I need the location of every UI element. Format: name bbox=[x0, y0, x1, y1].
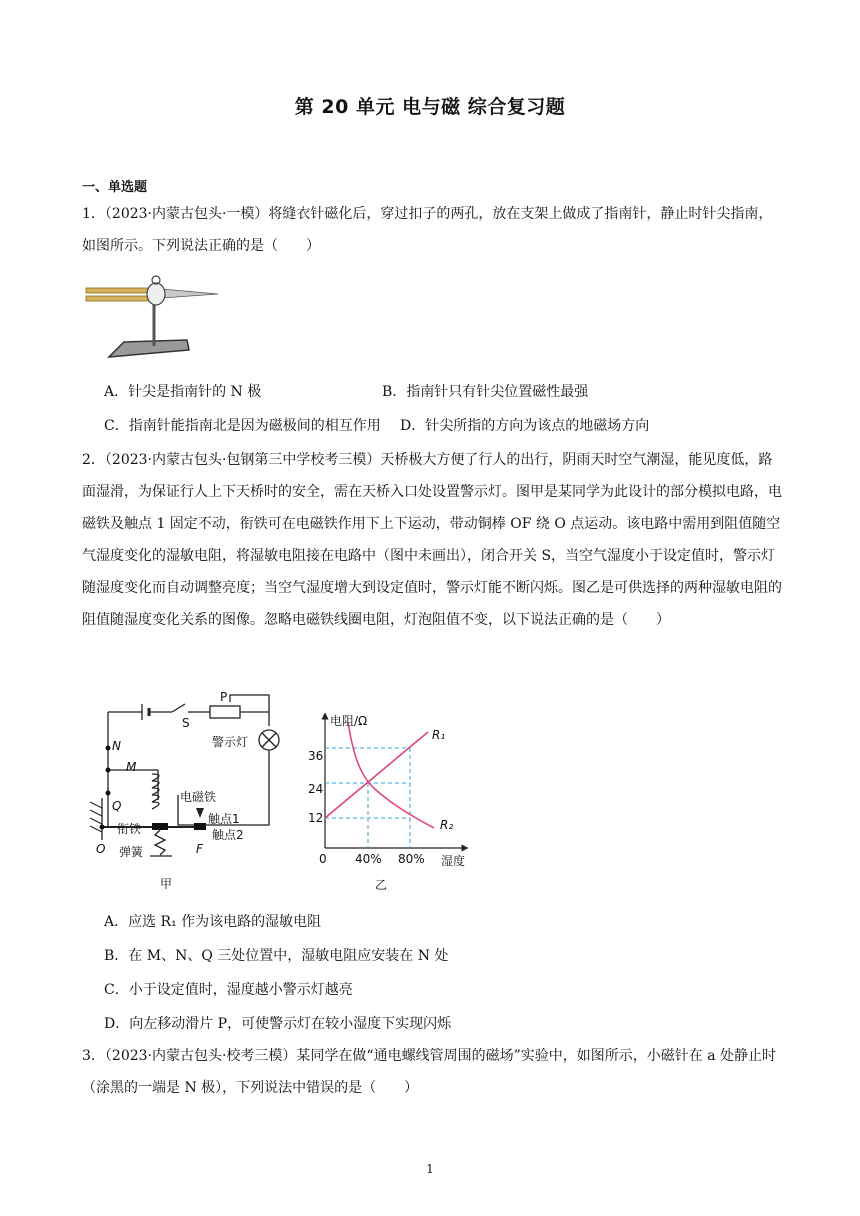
q2-option-b: B．在 M、N、Q 三处位置中，湿敏电阻应安装在 N 处 bbox=[104, 948, 449, 964]
q1-option-d: D．针尖所指的方向为该点的地磁场方向 bbox=[400, 418, 650, 434]
q1-option-b: B．指南针只有针尖位置磁性最强 bbox=[382, 384, 589, 400]
question-1-text: 1．（2023·内蒙古包头·一模）将缝衣针磁化后，穿过扣子的两孔，放在支架上做成了指南针，静止时针尖指南，如图所示。下列说法正确的是（ ） bbox=[82, 206, 773, 254]
page-title: 第 20 单元 电与磁 综合复习题 bbox=[294, 96, 566, 118]
graph-r1-label: R₁ bbox=[432, 728, 446, 742]
label-n: N bbox=[112, 739, 121, 753]
question-3-text: 3．（2023·内蒙古包头·校考三模）某同学在做“通电螺线管周围的磁场”实验中，如图所示，小磁针在 a 处静止时（涂黑的一端是 N 极），下列说法中错误的是（ ） bbox=[82, 1048, 776, 1096]
q2-option-a: A．应选 R₁ 作为该电路的湿敏电阻 bbox=[104, 914, 322, 930]
label-contact-1: 触点1 bbox=[208, 812, 240, 826]
graph-x-tick-80: 80% bbox=[398, 852, 425, 866]
r1-line bbox=[325, 732, 428, 818]
label-q: Q bbox=[112, 799, 122, 813]
label-warning-lamp: 警示灯 bbox=[212, 735, 249, 749]
q1-option-c: C．指南针能指南北是因为磁极间的相互作用 bbox=[104, 418, 381, 434]
graph-y-tick-12: 12 bbox=[308, 811, 324, 825]
graph-x-tick-40: 40% bbox=[355, 852, 382, 866]
q2-option-d: D．向左移动滑片 P，可使警示灯在较小湿度下实现闪烁 bbox=[104, 1016, 452, 1032]
circuit-caption: 甲 bbox=[160, 877, 173, 891]
resistance-humidity-graph bbox=[300, 710, 475, 860]
q2-option-c: C．小于设定值时，湿度越小警示灯越亮 bbox=[104, 982, 353, 998]
graph-y-label: 电阻/Ω bbox=[330, 714, 368, 728]
graph-caption: 乙 bbox=[375, 878, 388, 892]
label-contact-2: 触点2 bbox=[212, 828, 244, 842]
label-s: S bbox=[182, 716, 190, 730]
label-o: O bbox=[96, 842, 106, 856]
q1-option-a: A．针尖是指南针的 N 极 bbox=[104, 384, 262, 400]
label-f: F bbox=[196, 842, 203, 856]
compass-needle-figure bbox=[84, 274, 224, 364]
page-number: 1 bbox=[426, 1162, 434, 1176]
graph-y-tick-36: 36 bbox=[308, 749, 324, 763]
section-heading: 一、单选题 bbox=[82, 180, 148, 195]
graph-x-label: 湿度 bbox=[441, 854, 466, 868]
question-2-text: 2．（2023·内蒙古包头·包钢第三中学校考三模）天桥极大方便了行人的出行，阴雨天时空气潮湿，能见度低，路面湿滑，为保证行人上下天桥时的安全，需在天桥入口处设置警示灯。图甲是某同学为此设计的部分模拟电路，电磁铁及触点 1 固定不动，衔铁可在电磁铁作用下上下运动，带动铜棒 OF 绕 O 点运动。该电路中需用到阻值随空气湿度变化的湿敏电阻，将湿敏电阻接在电路中（图中未画出），闭合开关 S，当空气湿度小于设定值时，警示灯随湿度变化而自动调整亮度；当空气湿度增大到设定值时，警示灯能不断闪烁。图乙是可供选择的两种湿敏电阻的阻值随湿度变化关系的图像。忽略电磁铁线圈电阻，灯泡阻值不变，以下说法正确的是（ ） bbox=[82, 452, 782, 628]
label-armature: 衔铁 bbox=[117, 822, 142, 836]
label-spring: 弹簧 bbox=[119, 845, 144, 859]
label-m: M bbox=[126, 760, 137, 774]
graph-y-tick-24: 24 bbox=[308, 782, 324, 796]
graph-r2-label: R₂ bbox=[440, 818, 454, 832]
label-p: P bbox=[220, 690, 228, 704]
graph-origin: 0 bbox=[319, 852, 327, 866]
label-electromagnet: 电磁铁 bbox=[180, 790, 217, 804]
